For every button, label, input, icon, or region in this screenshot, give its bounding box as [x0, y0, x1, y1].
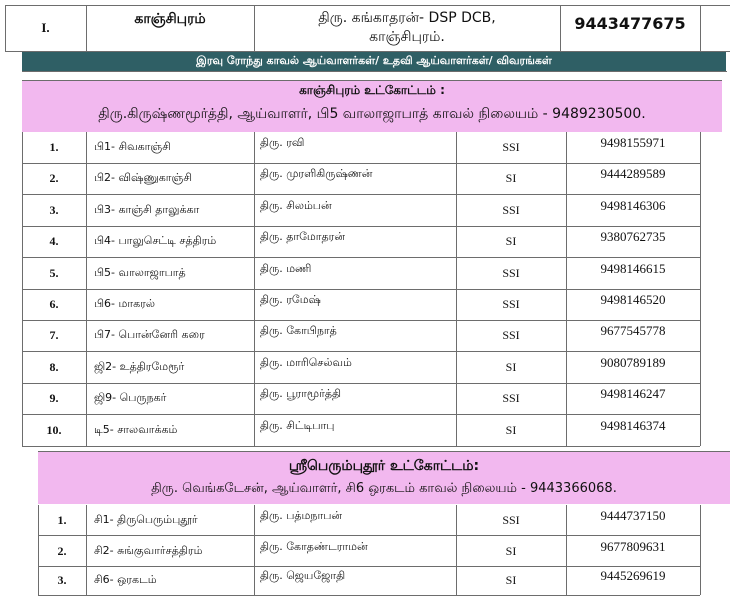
section-title: இரவு ரோந்து காவல் ஆய்வாளர்கள்/ உதவி ஆய்வாளர்கள்/ விவரங்கள்: [196, 53, 552, 67]
row-number: 9.: [49, 391, 59, 406]
phone-number: 9677809631: [600, 539, 666, 554]
rank: SSI: [502, 512, 520, 527]
rank: SI: [505, 572, 517, 587]
row-number: 6.: [49, 297, 59, 311]
station-name: பி4- பாலுசெட்டி சத்திரம்: [94, 234, 217, 248]
rank: SI: [505, 359, 517, 374]
station-name: ஜி2- உத்திரமேரூர்: [94, 359, 185, 373]
officer-name: திரு. ரமேஷ்: [260, 293, 321, 306]
header-officer: [254, 9, 560, 49]
phone-number: 9498146520: [600, 292, 666, 307]
rank: SSI: [502, 391, 520, 406]
row-number: 3.: [49, 202, 59, 217]
officer-name: திரு. பத்மநாபன்: [260, 509, 343, 522]
officer-name: திரு. கோபிநாத்: [260, 324, 337, 338]
row-number: 10.: [46, 422, 62, 437]
subdivision2-detail: திரு. வெங்கடேசன், ஆய்வாளர், சி6 ஒரகடம் காவல் நிலையம் - 9443366068.: [151, 481, 617, 496]
rank: SSI: [502, 202, 520, 217]
station-name: பி7- பொன்னேரி கரை: [94, 328, 205, 342]
officer-name: திரு. கோதண்டராமன்: [260, 540, 368, 553]
officer-name: திரு. சிலம்பன்: [260, 198, 332, 212]
officer-name: திரு. பூராமூர்த்தி: [260, 387, 342, 401]
row-number: 5.: [49, 265, 59, 280]
rank: SI: [505, 543, 517, 558]
phone-number: 9380762735: [600, 229, 666, 245]
phone-number: 9498146615: [600, 260, 666, 276]
rank: SSI: [502, 328, 520, 343]
phone-number: 9445269619: [600, 568, 666, 583]
phone-number: 9498146306: [600, 197, 666, 213]
rank: SSI: [502, 140, 520, 154]
row-number: 2.: [49, 171, 59, 186]
header-serial: I.: [41, 20, 50, 35]
subdivision1-title: காஞ்சிபுரம் உட்கோட்டம் :: [299, 83, 445, 97]
row-number: 3.: [57, 572, 67, 587]
header-officer-line2: காஞ்சிபுரம்.: [369, 29, 445, 45]
rank: SI: [505, 171, 517, 186]
rank: SI: [505, 422, 517, 437]
officer-name: திரு. மணி: [260, 261, 312, 275]
phone-number: 9498146247: [600, 386, 666, 402]
rank: SSI: [502, 297, 520, 311]
station-name: பி6- மாகரல்: [94, 297, 155, 310]
officer-name: திரு. ரவி: [260, 136, 305, 149]
station-name: பி1- சிவகாஞ்சி: [94, 140, 171, 153]
row-number: 7.: [49, 328, 59, 343]
phone-number: 9444289589: [600, 166, 666, 182]
row-number: 4.: [49, 234, 59, 249]
rank: SI: [505, 234, 517, 249]
station-name: பி5- வாலாஜாபாத்: [94, 265, 186, 279]
row-number: 1.: [57, 512, 67, 527]
station-name: சி2- சுங்குவார்சத்திரம்: [94, 543, 203, 557]
section-title-band: [22, 51, 726, 71]
officer-name: திரு. தாமோதரன்: [260, 230, 346, 244]
station-name: ஜி9- பெருநகர்: [94, 391, 167, 405]
subdivision1-detail: திரு.கிருஷ்ணமூர்த்தி, ஆய்வாளர், பி5 வாலாஜாபாத் காவல் நிலையம் - 9489230500.: [98, 106, 646, 122]
header-officer-line1: திரு. கங்காதரன்- DSP DCB,: [318, 10, 496, 26]
phone-number: 9444737150: [600, 508, 666, 523]
officer-name: திரு. சிட்டிபாபு: [260, 418, 335, 432]
phone-number: 9498155971: [600, 135, 666, 150]
rank: SSI: [502, 265, 520, 280]
subdivision2-title: ஸ்ரீபெரும்புதூர் உட்கோட்டம்:: [288, 458, 480, 474]
officer-name: திரு. முரளிகிருஷ்ணன்: [260, 167, 373, 181]
station-name: சி6- ஒரகடம்: [94, 572, 157, 586]
row-number: 2.: [57, 543, 67, 558]
phone-number: 9677545778: [600, 323, 666, 339]
phone-number: 9498146374: [600, 417, 666, 433]
row-number: 8.: [49, 359, 59, 374]
header-district: காஞ்சிபுரம்: [134, 11, 206, 27]
row-number: 1.: [49, 140, 59, 154]
station-name: டி5- சாலவாக்கம்: [94, 422, 178, 436]
station-name: சி1- திருபெரும்புதூர்: [94, 512, 198, 526]
header-phone: 9443477675: [574, 13, 686, 33]
station-name: பி3- காஞ்சி தாலுக்கா: [94, 202, 200, 216]
officer-name: திரு. மாரிசெல்வம்: [260, 355, 352, 369]
officer-name: திரு. ஜெயஜோதி: [260, 569, 346, 582]
phone-number: 9080789189: [600, 354, 666, 370]
station-name: பி2- விஷ்ணுகாஞ்சி: [94, 171, 192, 185]
